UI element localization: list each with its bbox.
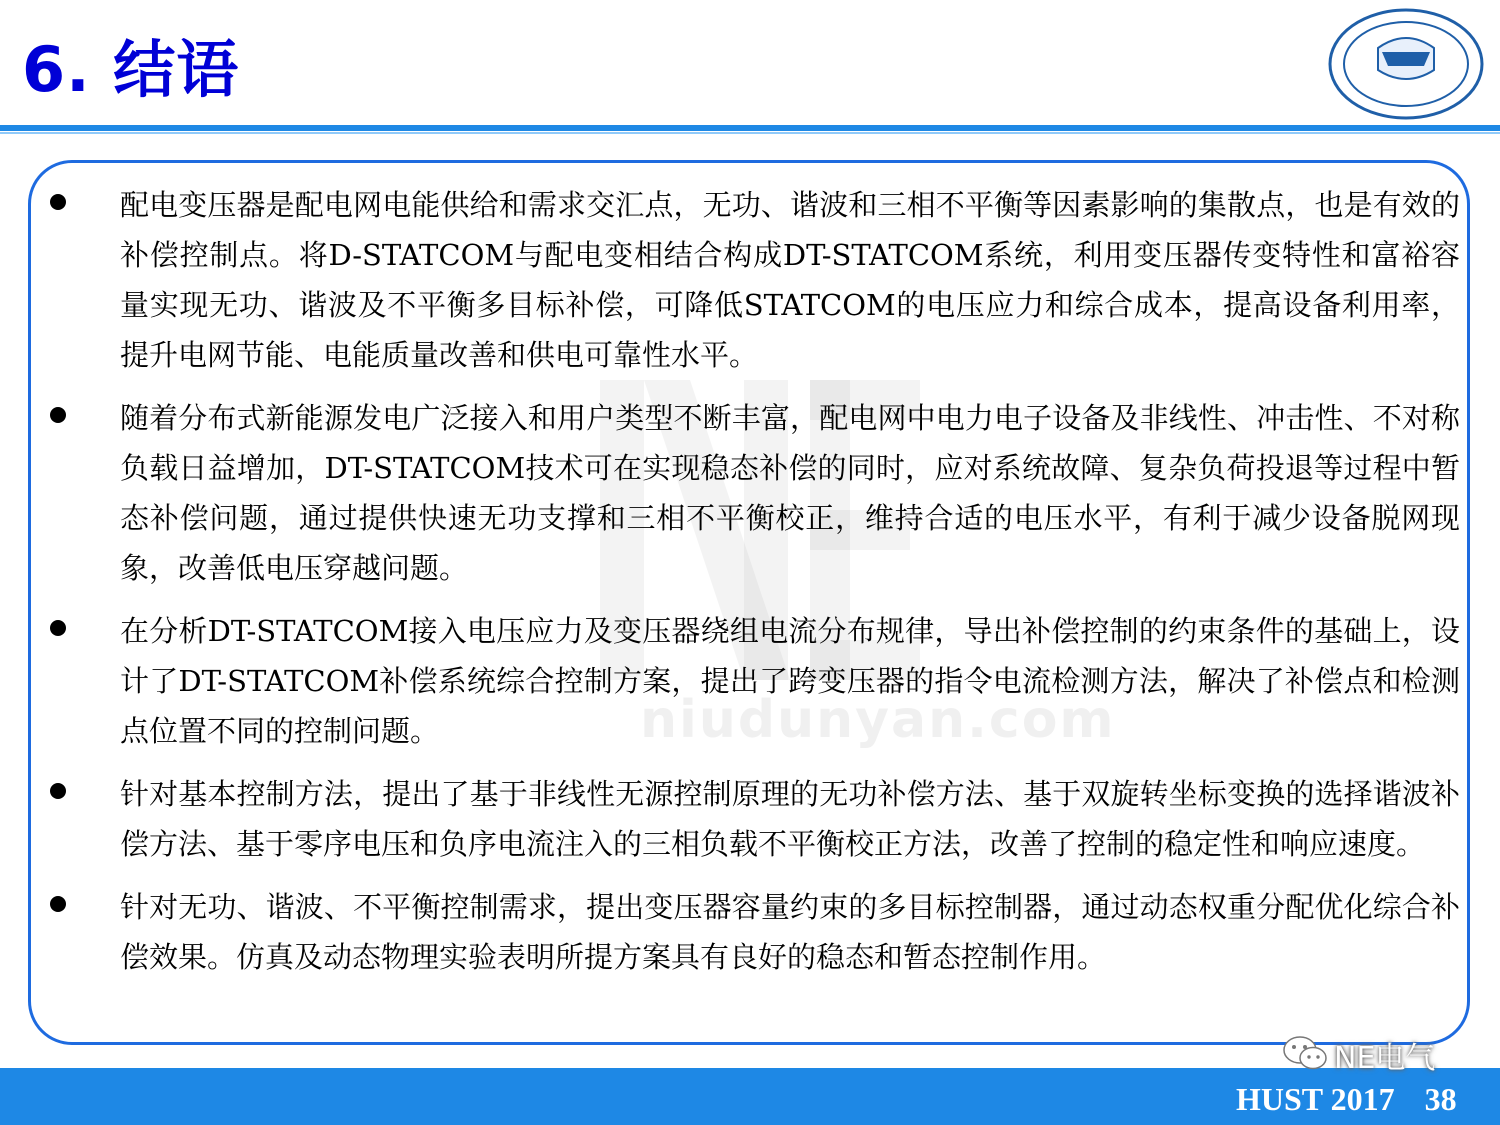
bullet-icon <box>50 407 66 423</box>
footer-label <box>1236 1079 1457 1119</box>
bullet-text: 针对基本控制方法，提出了基于非线性无源控制原理的无功补偿方法、基于双旋转坐标变换的选择谐波补偿方法、基于零序电压和负序电流注入的三相负载不平衡校正方法，改善了控制的稳定性和响应速度。 <box>120 777 1460 861</box>
list-item <box>44 606 1474 756</box>
list-item <box>44 393 1474 593</box>
bullet-icon <box>50 783 66 799</box>
title-divider <box>0 125 1500 131</box>
page-title: 6. 结语 <box>22 33 240 106</box>
title-divider-thin <box>0 132 1500 134</box>
bullet-icon <box>50 194 66 210</box>
bullet-icon <box>50 620 66 636</box>
bullet-text: 在分析DT-STATCOM接入电压应力及变压器绕组电流分布规律，导出补偿控制的约束条件的基础上，设计了DT-STATCOM补偿系统综合控制方案，提出了跨变压器的指令电流检测方法，解决了补偿点和检测点位置不同的控制问题。 <box>120 614 1460 748</box>
wechat-watermark <box>1282 1030 1435 1080</box>
bullet-text: 随着分布式新能源发电广泛接入和用户类型不断丰富，配电网中电力电子设备及非线性、冲击性、不对称负载日益增加，DT-STATCOM技术可在实现稳态补偿的同时，应对系统故障、复杂负荷投退等过程中暂态补偿问题，通过提供快速无功支撑和三相不平衡校正，维持合适的电压水平，有利于减少设备脱网现象，改善低电压穿越问题。 <box>120 401 1460 585</box>
page-number: 38 <box>1424 1081 1457 1117</box>
bullet-list <box>44 180 1474 995</box>
watermark-text: niudunyan.com <box>640 690 1116 750</box>
bullet-icon <box>50 896 66 912</box>
list-item <box>44 769 1474 869</box>
list-item <box>44 882 1474 982</box>
footer-course-label: HUST 2017 <box>1236 1081 1395 1117</box>
bullet-text: 针对无功、谐波、不平衡控制需求，提出变压器容量约束的多目标控制器，通过动态权重分配优化综合补偿效果。仿真及动态物理实验表明所提方案具有良好的稳态和暂态控制作用。 <box>120 890 1460 974</box>
bullet-text: 配电变压器是配电网电能供给和需求交汇点，无功、谐波和三相不平衡等因素影响的集散点，也是有效的补偿控制点。将D-STATCOM与配电变相结合构成DT-STATCOM系统，利用变压器传变特性和富裕容量实现无功、谐波及不平衡多目标补偿，可降低STATCOM的电压应力和综合成本，提高设备利用率，提升电网节能、电能质量改善和供电可靠性水平。 <box>120 188 1460 372</box>
wechat-icon <box>1282 1034 1328 1076</box>
university-seal-icon <box>1326 8 1486 120</box>
wechat-account-label: NE电气 <box>1334 1041 1436 1076</box>
list-item <box>44 180 1474 380</box>
